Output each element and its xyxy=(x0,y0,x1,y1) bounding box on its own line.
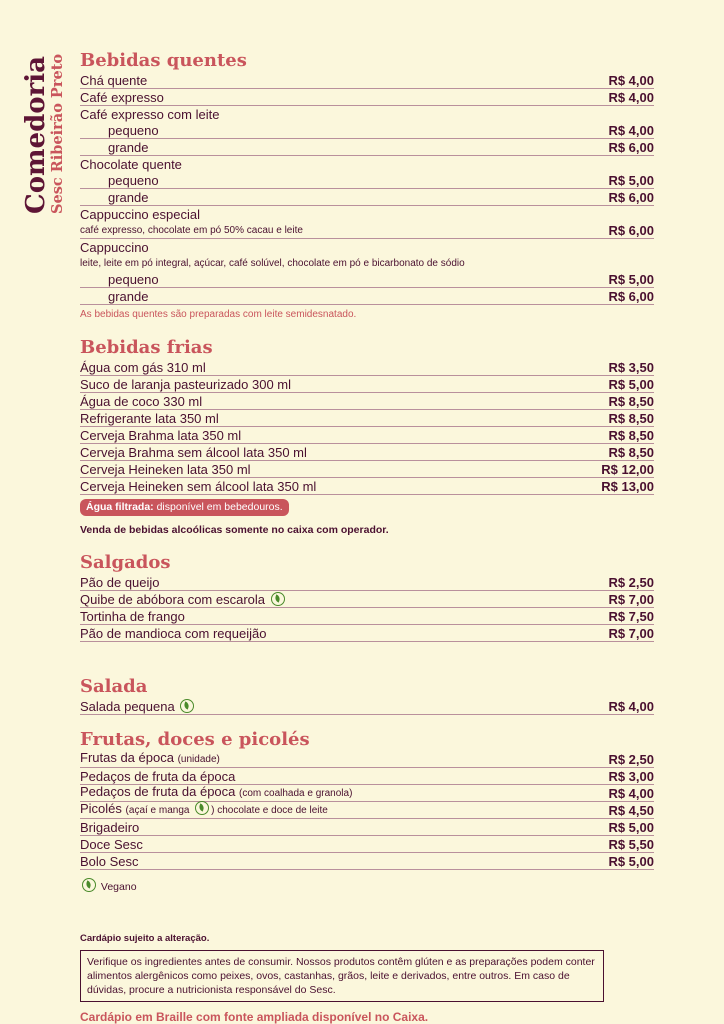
menu-item-group: Café expresso com leite xyxy=(80,107,220,122)
brand xyxy=(22,54,72,214)
alcohol-note: Venda de bebidas alcoólicas somente no caixa com operador. xyxy=(80,524,389,536)
agua-filtrada-badge: Água filtrada: disponível em bebedouros. xyxy=(80,499,289,516)
menu-item: Suco de laranja pasteurizado 300 ml R$ 5,00 xyxy=(80,377,654,392)
alteracao-note: Cardápio sujeito a alteração. xyxy=(80,933,210,944)
section-title-frutas: Frutas, doces e picolés xyxy=(80,729,310,750)
menu-item: Picolés (açaí e manga ) chocolate e doce de leite R$ 4,50 xyxy=(80,801,654,818)
menu-item: Bolo Sesc R$ 5,00 xyxy=(80,854,654,869)
menu xyxy=(80,50,654,1024)
vegan-legend: Vegano xyxy=(80,878,654,893)
section-title-bebidas-quentes: Bebidas quentes xyxy=(80,50,247,71)
menu-item: Frutas da época (unidade) R$ 2,50 xyxy=(80,750,654,767)
menu-item-group: Cappuccino xyxy=(80,240,149,255)
menu-item: Cerveja Brahma lata 350 ml R$ 8,50 xyxy=(80,428,654,443)
vegan-leaf-icon xyxy=(271,592,285,606)
section-title-salada: Salada xyxy=(80,676,148,697)
menu-item: Chá quente R$ 4,00 xyxy=(80,73,654,88)
menu-item: Pedaços de fruta da época (com coalhada e granola) R$ 4,00 xyxy=(80,784,654,801)
menu-item: Salada pequena R$ 4,00 xyxy=(80,699,654,714)
menu-item-group: Chocolate quente xyxy=(80,157,182,172)
menu-item: Brigadeiro R$ 5,00 xyxy=(80,820,654,835)
brand-title: Comedoria xyxy=(21,55,51,214)
brand-subtitle: Sesc Ribeirão Preto xyxy=(49,53,66,214)
menu-item: café expresso, chocolate em pó 50% cacau e leite R$ 6,00 xyxy=(80,223,654,238)
vegan-leaf-icon xyxy=(82,878,96,892)
menu-item: Água de coco 330 ml R$ 8,50 xyxy=(80,394,654,409)
menu-item: Pão de queijo R$ 2,50 xyxy=(80,575,654,590)
menu-item: Cerveja Heineken sem álcool lata 350 ml R$ 13,00 xyxy=(80,479,654,494)
menu-item: Água com gás 310 ml R$ 3,50 xyxy=(80,360,654,375)
menu-item: Quibe de abóbora com escarola R$ 7,00 xyxy=(80,592,654,607)
menu-item: Cerveja Brahma sem álcool lata 350 ml R$ 8,50 xyxy=(80,445,654,460)
braille-note: Cardápio em Braille com fonte ampliada disponível no Caixa. xyxy=(80,1010,429,1024)
menu-item: Pedaços de fruta da época R$ 3,00 xyxy=(80,769,654,784)
menu-item: Refrigerante lata 350 ml R$ 8,50 xyxy=(80,411,654,426)
quentes-note: As bebidas quentes são preparadas com leite semidesnatado. xyxy=(80,309,357,320)
menu-item: Tortinha de frango R$ 7,50 xyxy=(80,609,654,624)
vegan-leaf-icon xyxy=(180,699,194,713)
menu-item: grande R$ 6,00 xyxy=(80,139,654,156)
section-title-bebidas-frias: Bebidas frias xyxy=(80,337,213,358)
menu-item: pequeno R$ 5,00 xyxy=(80,172,654,189)
vegan-leaf-icon xyxy=(195,801,209,815)
menu-item: Pão de mandioca com requeijão R$ 7,00 xyxy=(80,626,654,641)
menu-item: Café expresso R$ 4,00 xyxy=(80,90,654,105)
allergen-warning: Verifique os ingredientes antes de consumir. Nossos produtos contêm glúten e as preparações podem conter alimentos alergênicos como peixes, ovos, castanhas, grãos, leite e derivados, entre outros. Em caso de dúvidas, procure a nutricionista responsável do Sesc. xyxy=(80,950,604,1002)
section-title-salgados: Salgados xyxy=(80,552,171,573)
menu-item: pequeno R$ 4,00 xyxy=(80,122,654,139)
menu-item-group: Cappuccino especial xyxy=(80,207,200,222)
menu-item: Doce Sesc R$ 5,50 xyxy=(80,837,654,852)
menu-item: Cerveja Heineken lata 350 ml R$ 12,00 xyxy=(80,462,654,477)
menu-item: grande R$ 6,00 xyxy=(80,288,654,305)
menu-item-description: leite, leite em pó integral, açúcar, café solúvel, chocolate em pó e bicarbonato de sódio xyxy=(80,258,465,269)
menu-item: grande R$ 6,00 xyxy=(80,189,654,206)
menu-item: pequeno R$ 5,00 xyxy=(80,271,654,288)
